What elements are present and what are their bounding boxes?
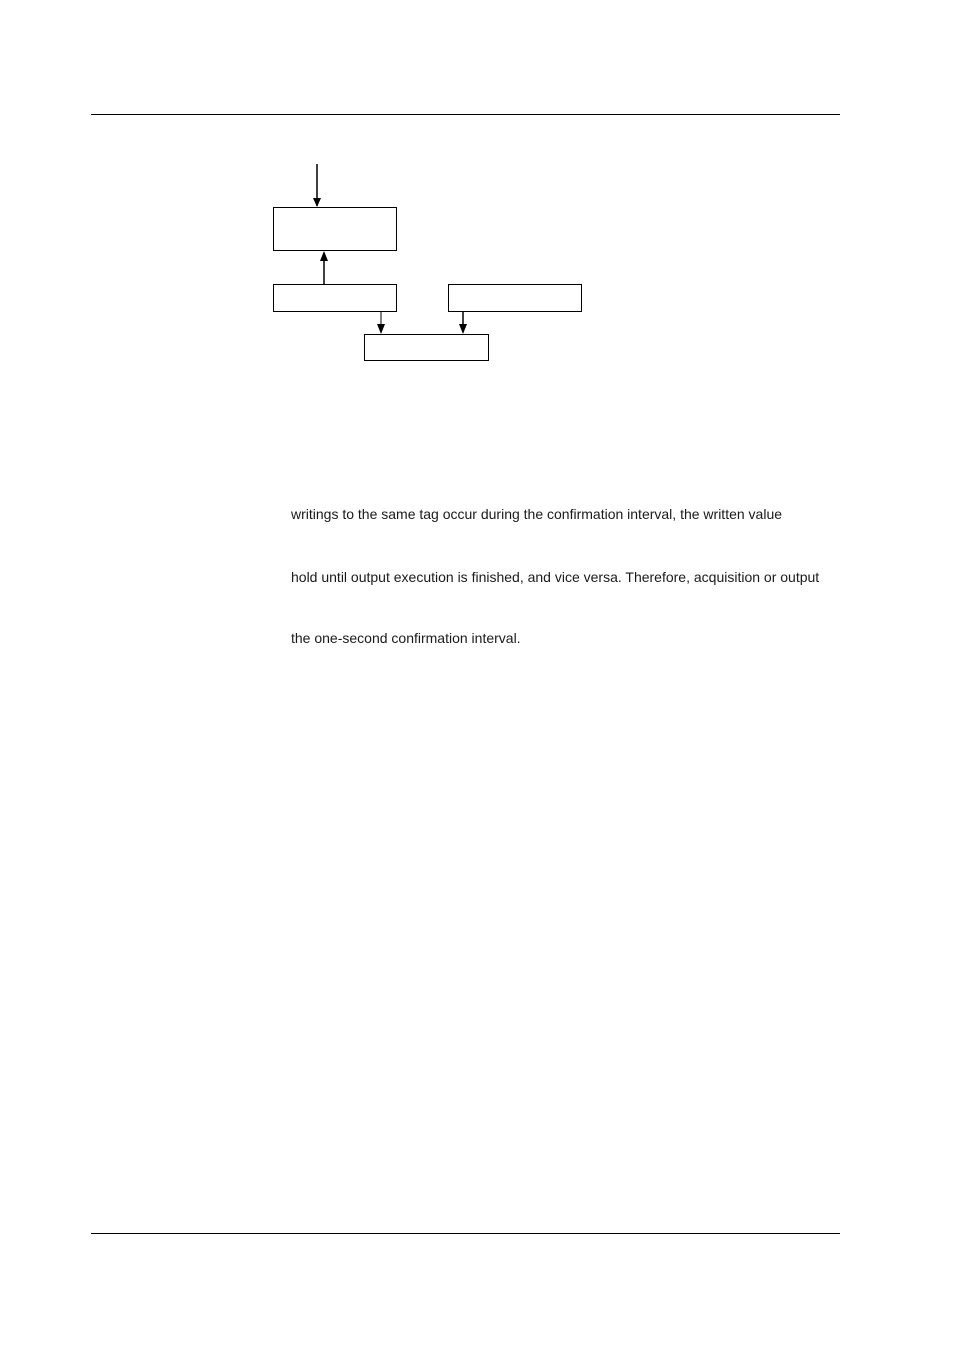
right-down-arrow-head: [459, 324, 467, 334]
diagram-box-top: [273, 207, 397, 251]
diagram-box-middle-right: [448, 284, 582, 312]
flow-diagram: [0, 0, 954, 400]
input-arrow-head: [313, 198, 321, 207]
diagram-box-bottom: [364, 334, 489, 361]
paragraph-line-1: writings to the same tag occur during the confirmation interval, the written value: [291, 506, 783, 522]
up-arrow-head: [320, 251, 328, 261]
diagram-box-middle-left: [273, 284, 397, 312]
paragraph-line-2: hold until output execution is finished, and vice versa. Therefore, acquisition or output: [291, 569, 820, 585]
paragraph-line-3: the one-second confirmation interval.: [291, 630, 521, 646]
left-down-arrow-head: [377, 324, 385, 334]
footer-rule: [91, 1233, 840, 1234]
